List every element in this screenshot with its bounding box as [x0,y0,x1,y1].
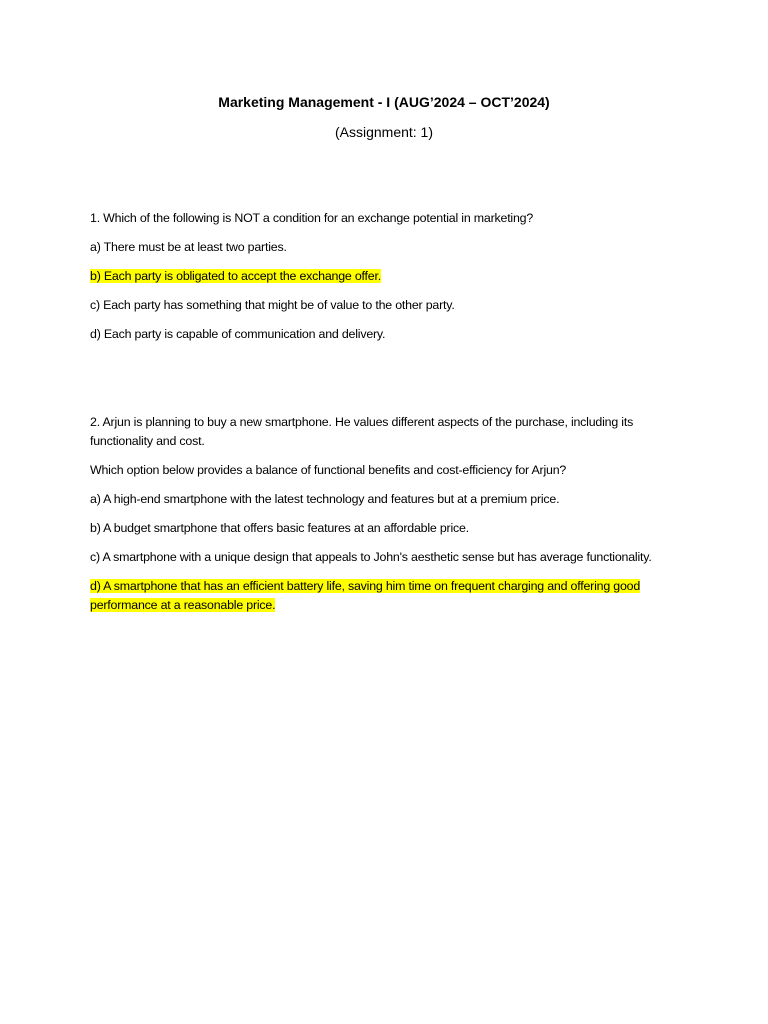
question-2-subprompt: Which option below provides a balance of functional benefits and cost-efficiency for Arjun? [90,463,567,477]
question-1-option-b-highlighted: b) Each party is obligated to accept the exchange offer. [90,269,381,283]
assignment-subtitle: (Assignment: 1) [334,124,434,140]
question-1 [90,209,680,354]
document-title: Marketing Management - I (AUG’2024 – OCT’2024) [218,94,550,110]
question-2-prompt: 2. Arjun is planning to buy a new smartphone. He values different aspects of the purchase, including its functionality and cost. [90,415,634,448]
question-1-option-d: d) Each party is capable of communication and delivery. [90,327,386,341]
question-2-option-c: c) A smartphone with a unique design that appeals to John's aesthetic sense but has average functionality. [90,550,652,564]
question-2-option-d-highlighted: d) A smartphone that has an efficient battery life, saving him time on frequent charging and offering good performance at a reasonable price. [90,579,641,612]
question-2-option-b: b) A budget smartphone that offers basic features at an affordable price. [90,521,469,535]
question-2 [90,413,680,625]
question-2-option-a: a) A high-end smartphone with the latest technology and features but at a premium price. [90,492,560,506]
question-1-prompt: 1. Which of the following is NOT a condition for an exchange potential in marketing? [90,211,534,225]
question-1-option-c: c) Each party has something that might be of value to the other party. [90,298,455,312]
question-1-option-a: a) There must be at least two parties. [90,240,287,254]
